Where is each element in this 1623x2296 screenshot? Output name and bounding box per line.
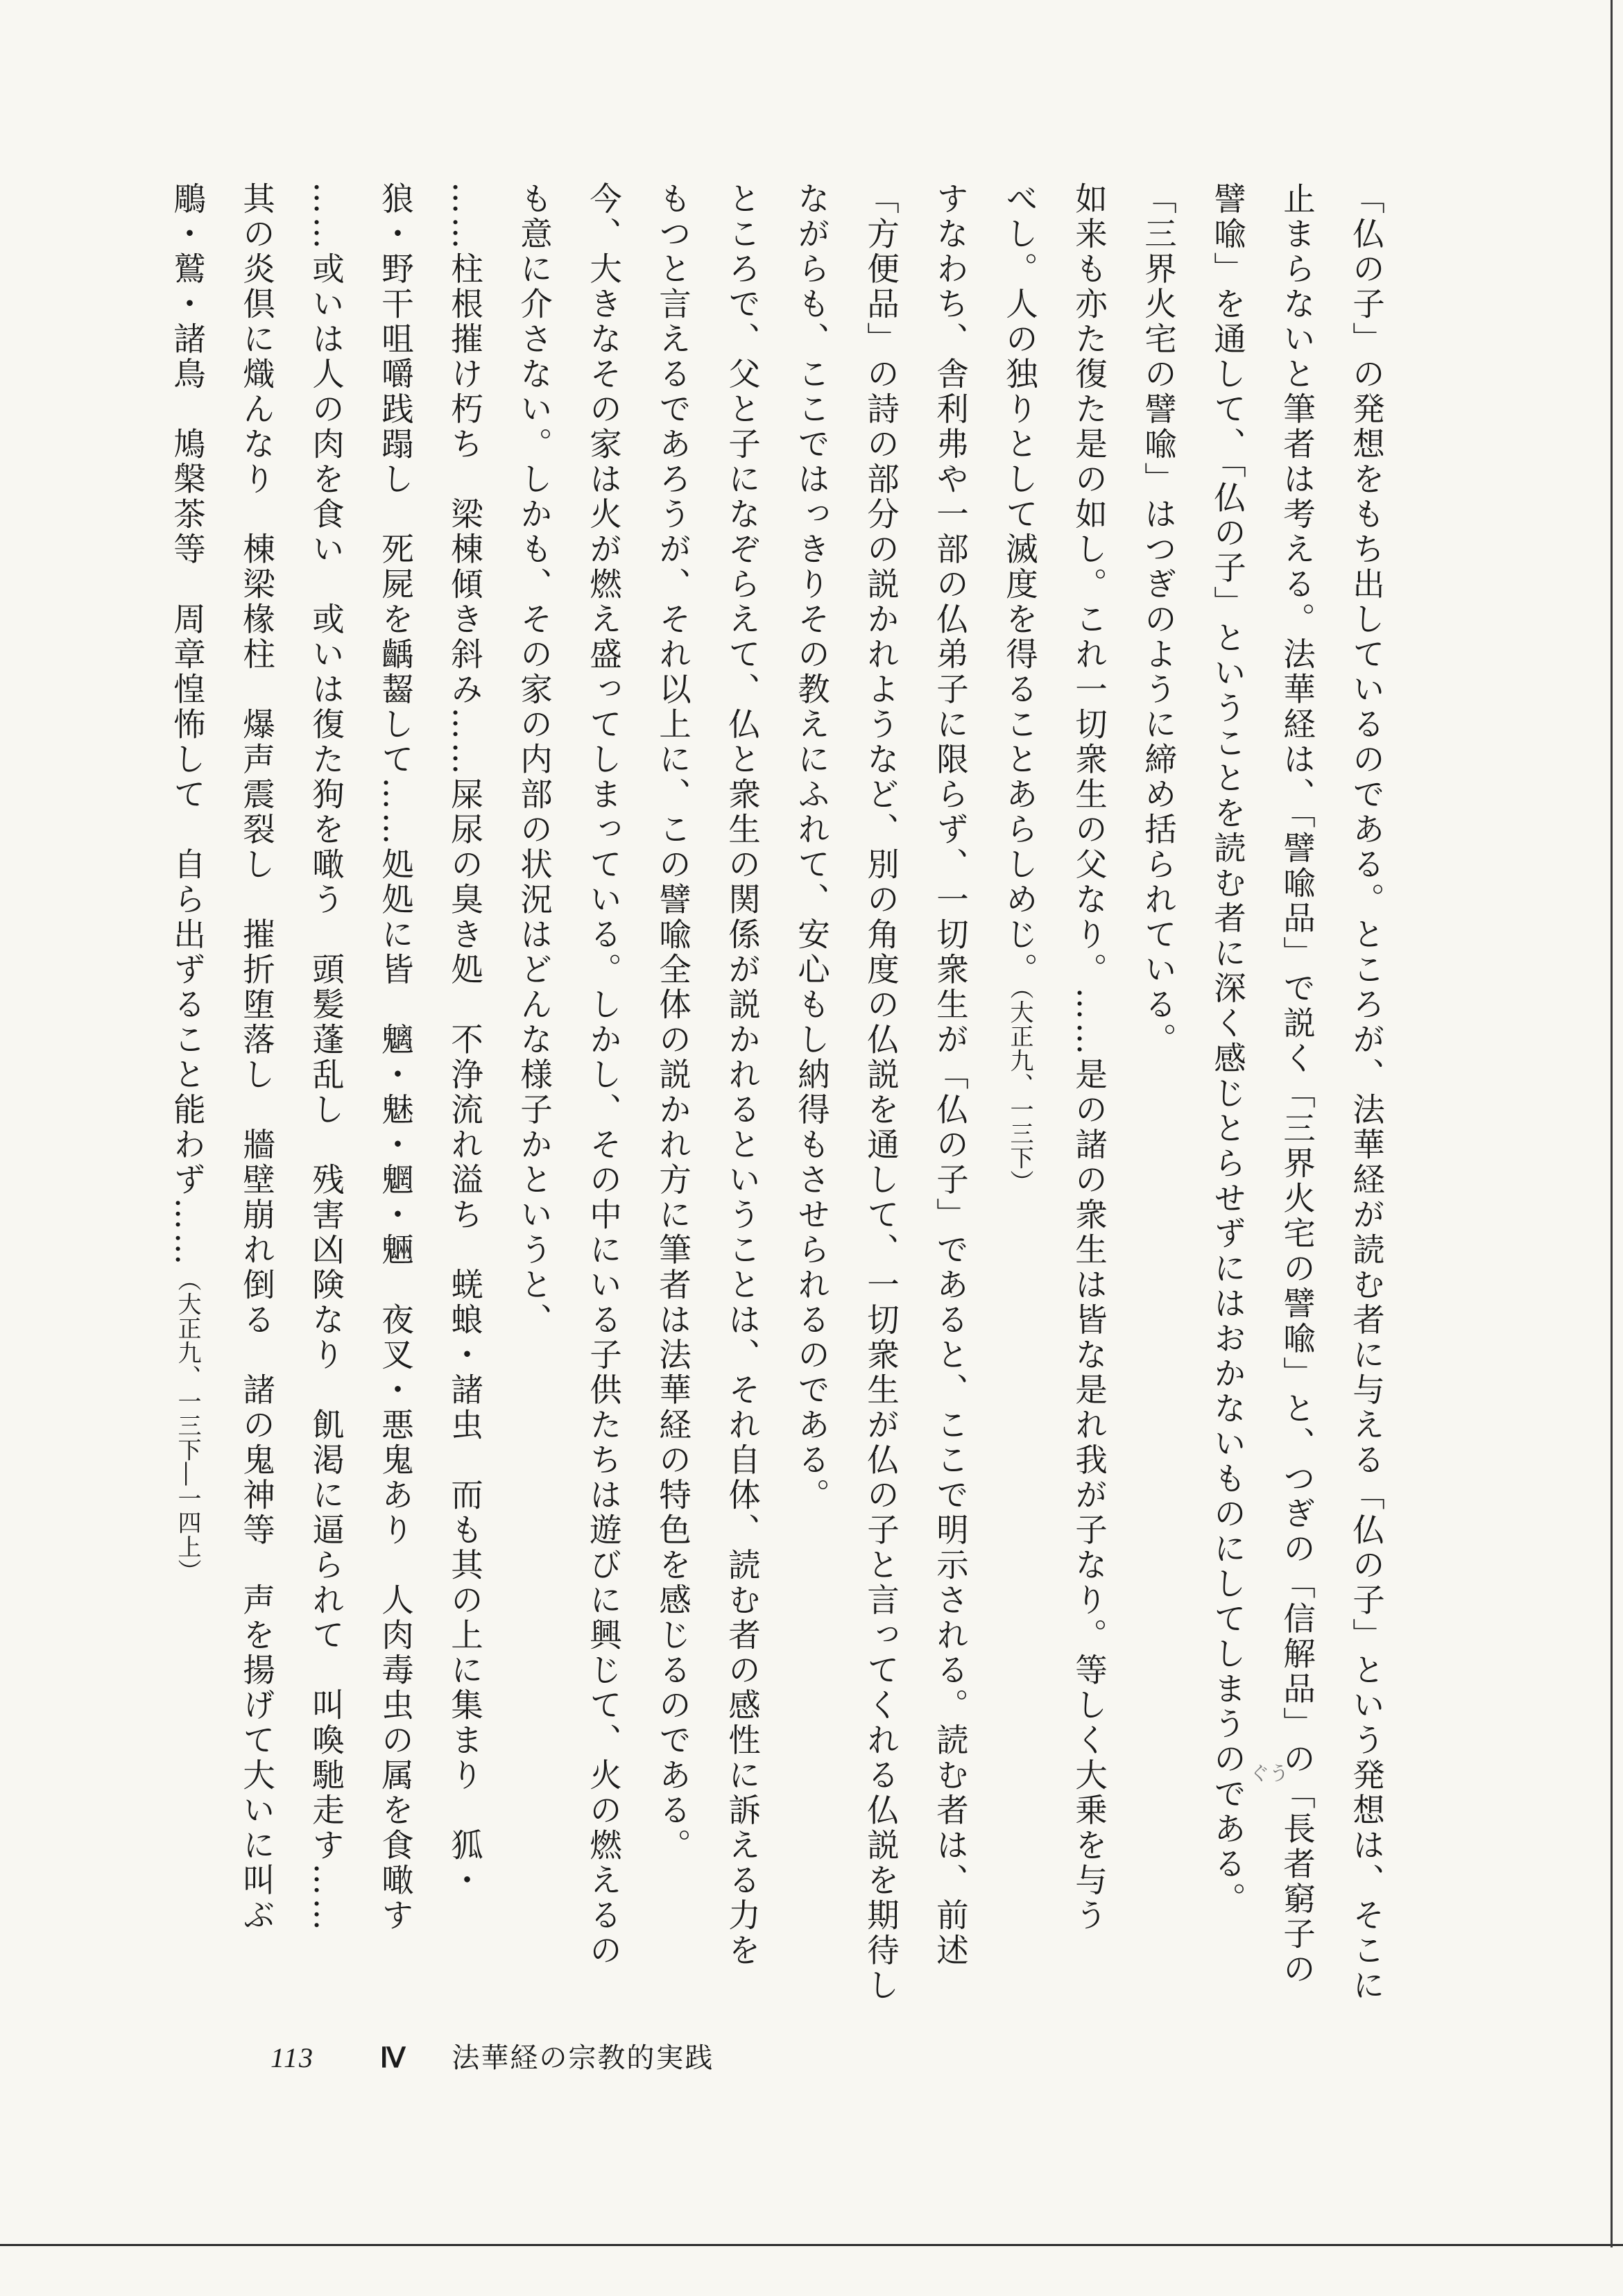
text-line: 止まらないと筆者は考える。法華経は、「譬喩品」で説く「三界火宅の譬喩」と、つぎの「信解品」の「長者窮子の [1278,182,1316,1987]
scan-edge-bottom [0,2244,1623,2246]
chapter-title: 法華経の宗教的実践 [452,2042,714,2074]
chapter-number: Ⅳ [379,2042,407,2073]
text-line: 今、大きなその家は火が燃え盛ってしまっている。しかし、その中にいる子供たちは遊びに興じて、火の燃えるの [585,182,622,1969]
quote-line: ……柱根摧け朽ち 梁棟傾き斜み……屎尿の臭き処 不浄流れ溢ち 蜣蜋・諸虫 而も其の上に集まり 狐・ [446,182,483,1899]
text-line: ところで、父と子になぞらえて、仏と衆生の関係が説かれるということは、それ自体、読む者の感性に訴える力を [723,182,761,1969]
vertical-body-text [169,182,1401,2003]
quote-text: べし。人の独りとして滅度を得ることあらしめじ。 [1001,182,1038,988]
text-line: 「仏の子」の発想をもち出しているのである。ところが、法華経が読む者に与える「仏の子」という発想は、そこに [1348,182,1385,2003]
text-line: ながらも、ここではっきりその教えにふれて、安心もし納得もさせられるのである。 [793,182,830,1513]
citation: （大正九、一三下―一四上） [173,1267,201,1584]
quote-line: 狼・野干咀嚼践蹋し 死屍を齲齧して……処処に皆 魑・魅・魍・魎 夜叉・悪鬼あり 人肉毒虫の属を食噉す [377,182,414,1933]
page-number: 113 [270,2042,315,2073]
text-line: すなわち、舎利弗や一部の仏弟子に限らず、一切衆生が「仏の子」であると、ここで明示される。読む者は、前述 [931,182,969,1969]
page-footer [270,2036,714,2075]
text-line: 「三界火宅の譬喩」はつぎのように締め括られている。 [1140,182,1177,1058]
quote-text: 鵰・鷲・諸鳥 鳩槃茶等 周章惶怖して 自ら出ずること能わず…… [169,182,206,1268]
text-line: 譬喩」を通して、「仏の子」ということを読む者に深く感じとらせずにはおかないものにしてしまうのである。 [1209,182,1246,1917]
ruby-annotation: ぐう [1250,1762,1289,1785]
scan-edge-right [1611,0,1613,2247]
quote-line: 其の炎倶に熾んなり 棟梁椽柱 爆声震裂し 摧折堕落し 牆壁崩れ倒る 諸の鬼神等 声を揚げて大いに叫ぶ [238,182,275,1933]
text-line: 「方便品」の詩の部分の説かれようなど、別の角度の仏説を通して、一切衆生が仏の子と言ってくれる仏説を期待し [862,182,900,2003]
quote-line: ……或いは人の肉を食い 或いは復た狗を噉う 頭髪蓬乱し 残害凶険なり 飢渇に逼られて 叫喚馳走す…… [307,182,345,1933]
citation: （大正九、一三下） [1006,987,1033,1194]
quote-line [153,182,222,1937]
text-line: もつと言えるであろうが、それ以上に、この譬喩全体の説かれ方に筆者は法華経の特色を感じるのである。 [654,182,692,1863]
quote-line: 如来も亦た復た是の如し。これ一切衆生の父なり。……是の諸の衆生は皆な是れ我が子なり。等しく大乗を与う [1070,182,1108,1933]
quote-line [985,182,1054,1937]
text-line: も意に介さない。しかも、その家の内部の状況はどんな様子かというと、 [515,182,553,1338]
